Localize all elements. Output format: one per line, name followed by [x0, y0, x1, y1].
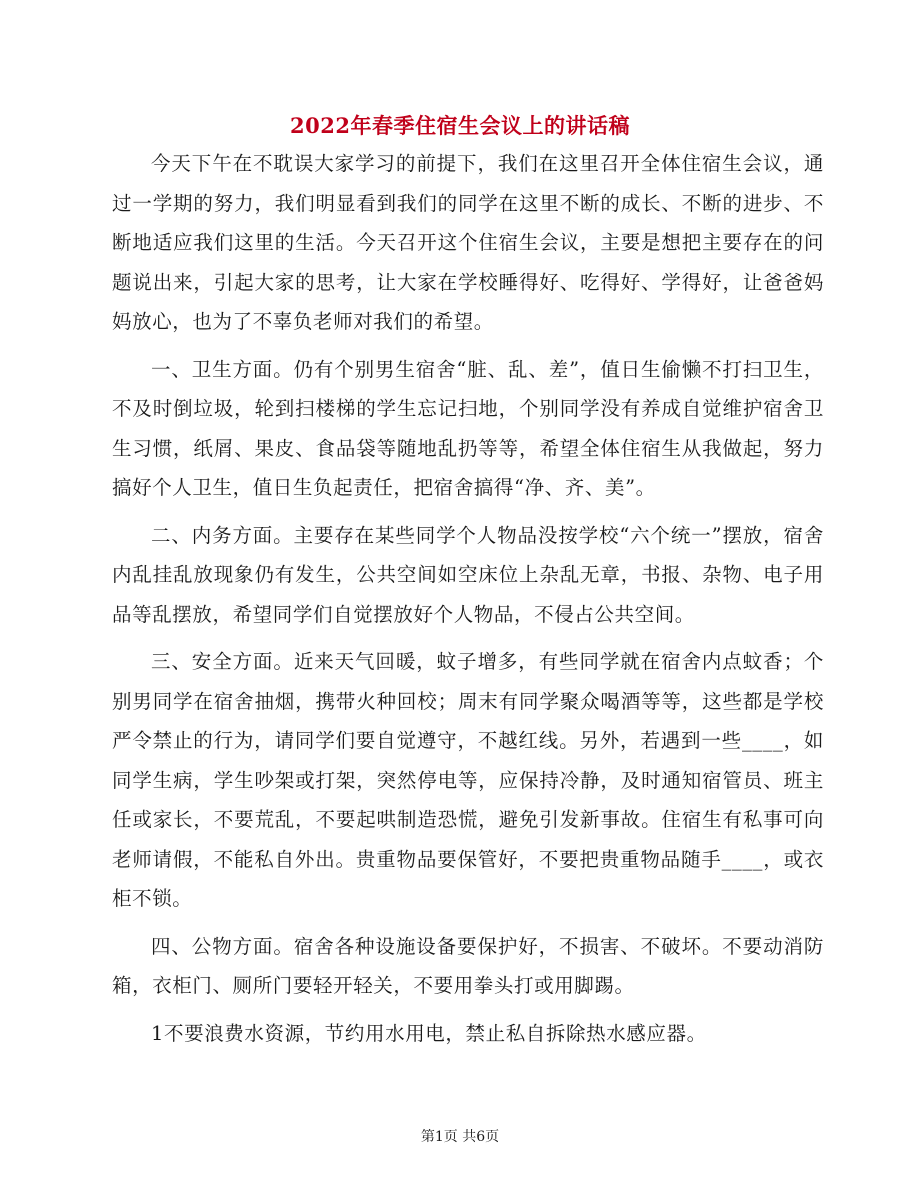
paragraph-intro: 今天下午在不耽误大家学习的前提下，我们在这里召开全体住宿生会议，通过一学期的努力，我们明显看到我们的同学在这里不断的成长、不断的进步、不断地适应我们这里的生活。今天召开这个住宿生会议，主要是想把主要存在的问题说出来，引起大家的思考，让大家在学校睡得好、吃得好、学得好，让爸爸妈妈放心，也为了不辜负老师对我们的希望。 — [112, 152, 824, 333]
paragraph-hygiene: 一、卫生方面。仍有个别男生宿舍“脏、乱、差”，值日生偷懒不打扫卫生，不及时倒垃圾，轮到扫楼梯的学生忘记扫地，个别同学没有养成自觉维护宿舍卫生习惯，纸屑、果皮、食品袋等随地乱扔等等，希望全体住宿生从我做起，努力搞好个人卫生，值日生负起责任，把宿舍搞得“净、齐、美”。 — [112, 357, 824, 499]
page-number: 第1页 共6页 — [420, 1129, 500, 1145]
document-title: 2022年春季住宿生会议上的讲话稿 — [290, 113, 630, 138]
paragraph-housekeeping: 二、内务方面。主要存在某些同学个人物品没按学校“六个统一”摆放，宿舍内乱挂乱放现象仍有发生，公共空间如空床位上杂乱无章，书报、杂物、电子用品等乱摆放，希望同学们自觉摆放好个人物品，不侵占公共空间。 — [112, 523, 824, 626]
paragraph-water-saving: 1不要浪费水资源，节约用水用电，禁止私自拆除热水感应器。 — [151, 1021, 707, 1045]
paragraph-public-property: 四、公物方面。宿舍各种设施设备要保护好，不损害、不破坏。不要动消防箱，衣柜门、厕所门要轻开轻关，不要用拳头打或用脚踢。 — [112, 934, 824, 997]
paragraph-safety: 三、安全方面。近来天气回暖，蚊子增多，有些同学就在宿舍内点蚊香；个别男同学在宿舍抽烟，携带火种回校；周末有同学聚众喝酒等等，这些都是学校严令禁止的行为，请同学们要自觉遵守，不越红线。另外，若遇到一些____，如同学生病，学生吵架或打架，突然停电等，应保持冷静，及时通知宿管员、班主任或家长，不要荒乱，不要起哄制造恐慌，避免引发新事故。住宿生有私事可向老师请假，不能私自外出。贵重物品要保管好，不要把贵重物品随手____，或衣柜不锁。 — [112, 650, 824, 910]
document-body — [112, 144, 824, 1061]
